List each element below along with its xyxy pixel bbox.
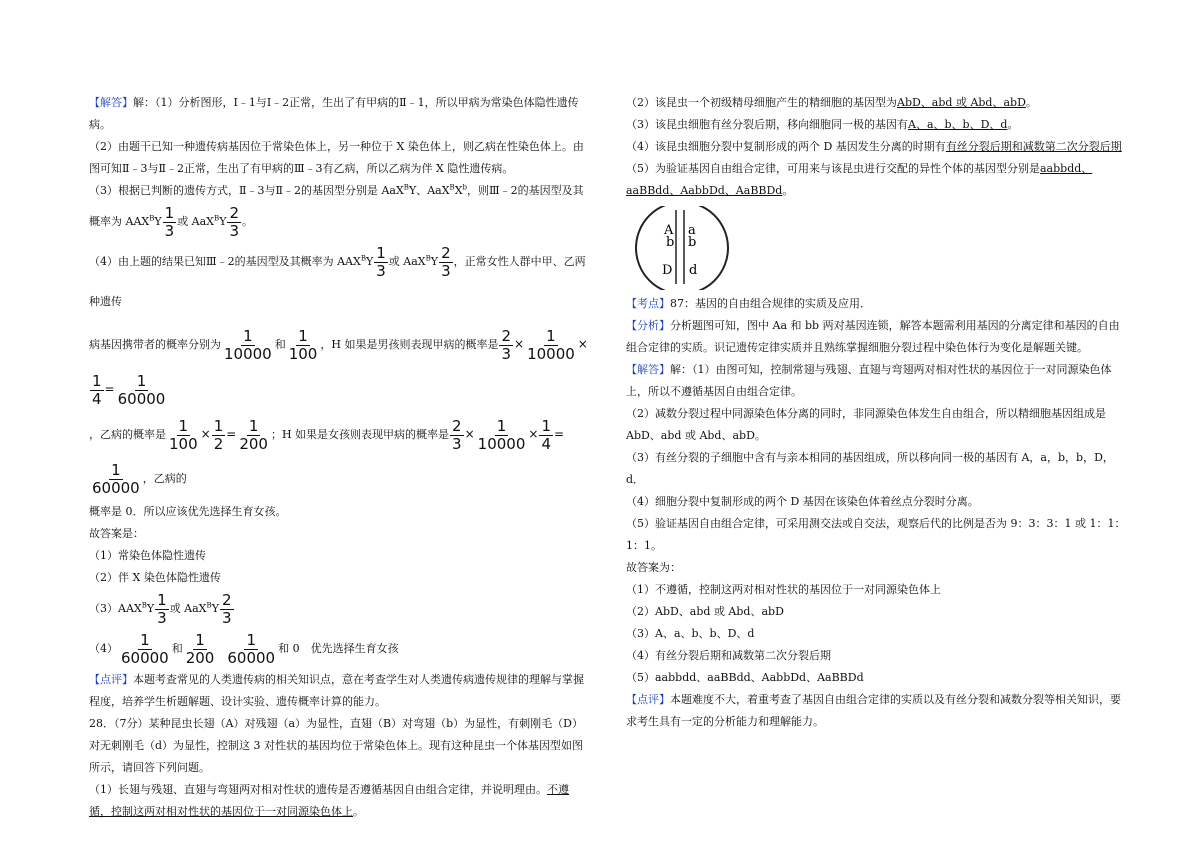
answer-paragraph-7: 概率是 0．所以应该优先选择生育女孩。 xyxy=(89,505,287,518)
answer-summary-title: 故答案是： xyxy=(89,527,144,540)
gene-label: d xyxy=(689,263,698,278)
solution-4: （4）细胞分裂中复制形成的两个 D 基因在该染色体着丝点分裂时分离。 xyxy=(626,495,979,508)
comment-paragraph-right: 【点评】本题难度不大，着重考查了基因自由组合定律的实质以及有丝分裂和减数分裂等相关知识，要求考生具有一定的分析能力和理解能力。 xyxy=(626,693,1121,728)
solution-5: （5）验证基因自由组合定律，可采用测交法或自交法，观察后代的比例是否为 9：3：3：1 或 1：1：1：1。 xyxy=(626,517,1126,552)
question-28-part-1: （1）长翅与残翅、直翅与弯翅两对相对性状的遗传是否遵循基因自由组合定律，并说明理由。不遵循，控制这两对相对性状的基因位于一对同源染色体上。 xyxy=(89,783,569,818)
question-28-part-3: （3）该昆虫细胞有丝分裂后期，移向细胞同一极的基因有A、a、b、b、D、d。 xyxy=(626,118,1019,131)
answer-paragraph-6: ，乙病的概率是 $\frac{1}{100}$ × $\frac{1}{2}$ = $\frac{1}{200}$ ；H 如果是女孩则表现甲病的概率是 $\frac{2}{3}$ × $\frac{1}{10000}$ × $\frac{1}{4}$ = $\frac{1}{60000}$ ，乙病的 xyxy=(89,416,565,497)
answer-paragraph-3: （3）根据已判断的遗传方式，Ⅱ﹣3与Ⅱ﹣2的基因型分别是 AaX$^B$Y、$AaX^BX^b$，则Ⅲ﹣2的基因型及其 xyxy=(89,183,584,197)
solution-1: 【解答】解：（1）由图可知，控制常翅与残翅、直翅与弯翅两对相对性状的基因位于一对同源染色体上，所以不遵循基因自由组合定律。 xyxy=(626,363,1112,398)
question-28-part-2: （2）该昆虫一个初级精母细胞产生的精细胞的基因型为AbD、abd 或 Abd、abD。 xyxy=(626,96,1037,109)
answer-summary-1: （1）常染色体隐性遗传 xyxy=(89,549,206,562)
answer-3: （3）A、a、b、b、D、d xyxy=(626,627,755,640)
solution-2: （2）减数分裂过程中同源染色体分离的同时，非同源染色体发生自由组合，所以精细胞基因组成是 AbD、abd 或 Abd、abD。 xyxy=(626,407,1106,442)
question-28: 28．（7分）某种昆虫长翅（A）对残翅（a）为显性，直翅（B）对弯翅（b）为显性，有刺刚毛（D）对无刺刚毛（d）为显性，控制这 3 对性状的基因均位于常染色体上。现有这种昆虫一个体基因型如图所示，请回答下列问题。 xyxy=(89,717,584,774)
answer-summary-3: $(3)AAX^BY$ $\frac{1}{3}$ 或 AaX$^B$Y $\frac{2}{3}$ xyxy=(89,590,232,627)
answer-2: （2）AbD、abd 或 Abd、abD xyxy=(626,605,784,618)
fraction-2-3: $\frac{2}{3}$ xyxy=(229,203,239,240)
right-column xyxy=(626,92,1126,733)
knowledge-point: 【考点】87：基因的自由组合规律的实质及应用． xyxy=(626,297,871,310)
answer-paragraph-3b: 概率为 $AAX^BY$ $\frac{1}{3}$ 或 AaX$^B$Y $\frac{2}{3}$ 。 xyxy=(89,203,253,240)
comment-paragraph: 【点评】本题考查常见的人类遗传病的相关知识点，意在考查学生对人类遗传病遗传规律的理解与掌握程度，培养学生析题解题、设计实验、遗传概率计算的能力。 xyxy=(89,673,584,708)
gene-label: a xyxy=(688,223,696,238)
fraction-1-3: $\frac{1}{3}$ xyxy=(164,203,175,240)
question-28-part-5: （5）为验证基因自由组合定律，可用来与该昆虫进行交配的异性个体的基因型分别是aabbdd、aaBBdd、AabbDd、AaBBDd。 xyxy=(626,162,1093,197)
left-column xyxy=(89,92,589,823)
answer-paragraph-5: 病基因携带者的概率分别为 $\frac{1}{10000}$ 和 $\frac{1}{100}$ ，H 如果是男孩则表现甲病的概率是 $\frac{2}{3}$ × $\frac{1}{10000}$ × $\frac{1}{4}$ = $\frac{1}{60000}$ xyxy=(89,326,588,408)
analysis-paragraph: 【分析】分析题图可知，图中 Aa 和 bb 两对基因连锁，解答本题需利用基因的分离定律和基因的自由组合定律的实质。识记遗传定律实质并且熟练掌握细胞分裂过程中染色体行为变化是解题关键。 xyxy=(626,319,1120,354)
answer-paragraph-2: （2）由题干已知一种遗传病基因位于常染色体上，另一种位于 X 染色体上，则乙病在性染色体上。由图可知Ⅱ﹣3与Ⅱ﹣2正常，生出了有甲病的Ⅲ﹣3有乙病，所以乙病为伴 X 隐性遗传病。 xyxy=(89,140,584,175)
question-28-part-4: （4）该昆虫细胞分裂中复制形成的两个 D 基因发生分离的时期有有丝分裂后期和减数第二次分裂后期 xyxy=(626,140,1122,153)
answer-4: （4）有丝分裂后期和减数第二次分裂后期 xyxy=(626,649,831,662)
answer-paragraph-4: （4）由上题的结果已知Ⅲ﹣2的基因型及其概率为 $AAX^BY$ $\frac{1}{3}$ 或 AaX$^B$Y $\frac{2}{3}$ ，正常女性人群中甲、乙两种遗传 xyxy=(89,243,586,308)
gene-label: D xyxy=(662,263,673,278)
gene-label: b xyxy=(688,235,697,250)
gene-label: b xyxy=(666,235,675,250)
answer-summary-4: （4） $\frac{1}{60000}$ 和 $\frac{1}{200}$ $\frac{1}{60000}$ 和 0 优先选择生育女孩 xyxy=(89,630,399,667)
cell-outline xyxy=(636,206,728,290)
answer-summary-2: （2）伴 X 染色体隐性遗传 xyxy=(89,571,221,584)
answer-tag: 【解答】 xyxy=(89,96,133,109)
solution-3: （3）有丝分裂的子细胞中含有与亲本相同的基因组成，所以移向同一极的基因有 A，a，b，b，D，d． xyxy=(626,451,1114,486)
answer-title: 故答案为： xyxy=(626,561,681,574)
answer-1: （1）不遵循，控制这两对相对性状的基因位于一对同源染色体上 xyxy=(626,583,941,596)
answer-paragraph-1: 【解答】解：（1）分析图形，Ⅰ﹣1与Ⅰ﹣2正常，生出了有甲病的Ⅱ﹣1，所以甲病为常染色体隐性遗传病。 xyxy=(89,96,579,131)
answer-5: （5）aabbdd、aaBBdd、AabbDd、AaBBDd xyxy=(626,671,864,684)
cell-genotype-diagram xyxy=(630,206,742,290)
gene-label: A xyxy=(664,223,674,238)
